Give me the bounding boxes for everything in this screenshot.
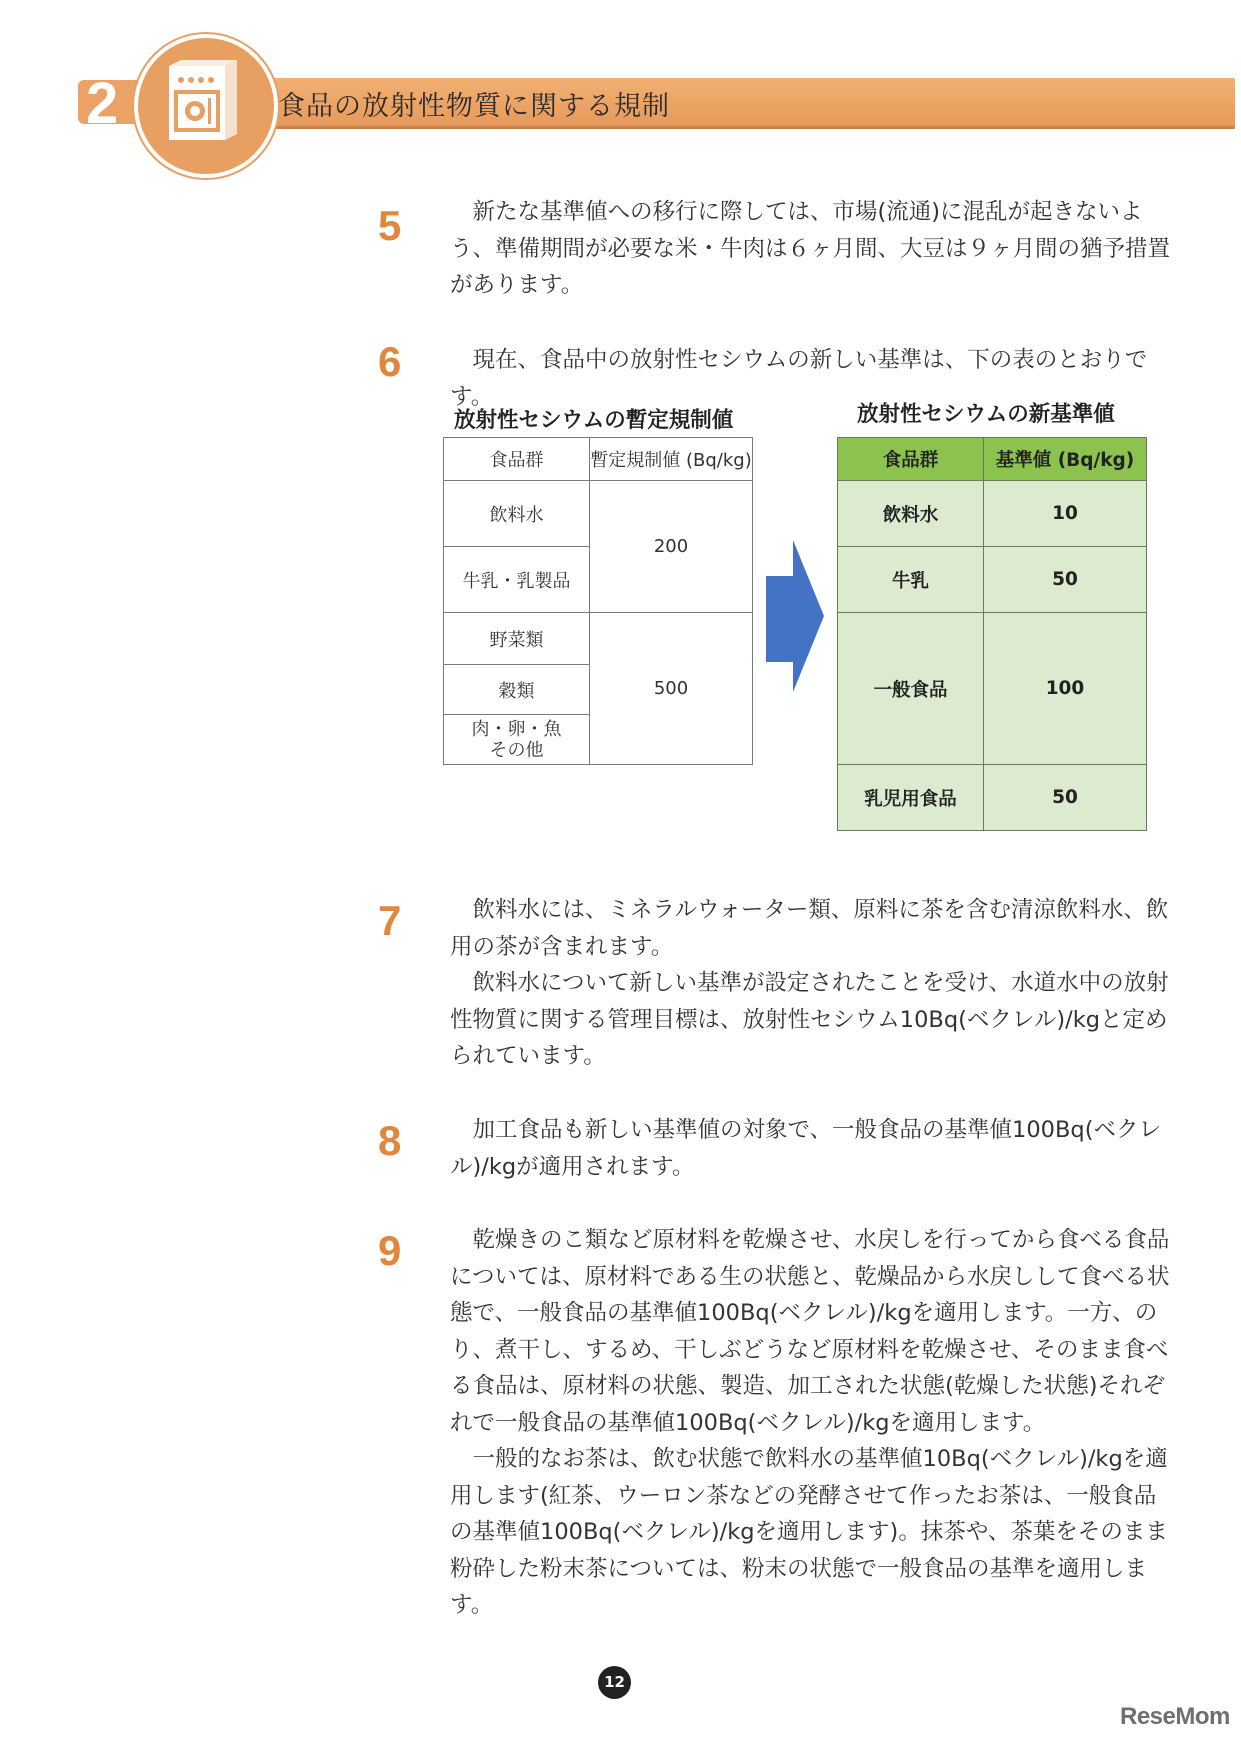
column-header: 暫定規制値 (Bq/kg): [590, 438, 753, 481]
column-header: 食品群: [838, 438, 984, 481]
food-group-cell: 一般食品: [838, 613, 984, 765]
item-7-text: [450, 892, 1170, 1075]
new-table-title: 放射性セシウムの新基準値: [857, 402, 1115, 427]
item-number: 7: [378, 897, 402, 944]
food-group-cell: 飲料水: [838, 481, 984, 547]
column-header: 食品群: [444, 438, 590, 481]
old-regulation-table: [443, 437, 753, 765]
value-cell: 200: [590, 481, 753, 613]
food-group-cell: 肉・卵・魚 その他: [444, 715, 590, 765]
food-group-cell: 穀類: [444, 665, 590, 715]
new-standard-table: [837, 437, 1147, 831]
brand-logo: ReseMom: [1120, 1703, 1230, 1730]
value-cell: 100: [984, 613, 1147, 765]
food-group-cell: 乳児用食品: [838, 765, 984, 831]
section-title: 食品の放射性物質に関する規制: [278, 91, 670, 122]
paragraph: 一般的なお茶は、飲む状態で飲料水の基準値10Bq(ベクレル)/kgを適用します(紅茶、ウーロン茶などの発酵させて作ったお茶は、一般食品の基準値100Bq(ベクレル)/kgを適用します)。抹茶や、茶葉をそのまま粉砕した粉末茶については、粉末の状態で一般食品の基準を適用します。: [450, 1446, 1168, 1618]
item-9-text: [450, 1222, 1170, 1624]
value-cell: 500: [590, 613, 753, 765]
paragraph: 飲料水には、ミネラルウォーター類、原料に茶を含む清涼飲料水、飲用の茶が含まれます。: [450, 897, 1169, 960]
paragraph: 飲料水について新しい基準が設定されたことを受け、水道水中の放射性物質に関する管理目標は、放射性セシウム10Bq(ベクレル)/kgと定められています。: [450, 970, 1169, 1069]
paragraph: 乾燥きのこ類など原材料を乾燥させ、水戻しを行ってから食べる食品については、原材料である生の状態と、乾燥品から水戻しして食べる状態で、一般食品の基準値100Bq(ベクレル)/kgを適用します。一方、のり、煮干し、するめ、干しぶどうなど原材料を乾燥させ、そのまま食べる食品は、原材料の状態、製造、加工された状態(乾燥した状態)それぞれで一般食品の基準値100Bq(ベクレル)/kgを適用します。: [450, 1227, 1170, 1436]
page-number: 12: [598, 1666, 631, 1699]
item-8-text: [450, 1112, 1170, 1185]
item-number: 8: [378, 1117, 402, 1164]
food-group-cell: 牛乳: [838, 547, 984, 613]
paragraph: 現在、食品中の放射性セシウムの新しい基準は、下の表のとおりです。: [450, 347, 1148, 410]
right-arrow-icon: [766, 540, 826, 692]
column-header: 基準値 (Bq/kg): [984, 438, 1147, 481]
item-number: 9: [378, 1227, 402, 1274]
item-number: 6: [378, 338, 402, 385]
item-5-text: [450, 194, 1170, 304]
section-number: 2: [86, 71, 119, 136]
item-number: 5: [378, 202, 402, 249]
food-group-cell: 牛乳・乳製品: [444, 547, 590, 613]
food-group-cell: 飲料水: [444, 481, 590, 547]
food-plate-icon: [163, 58, 243, 148]
value-cell: 50: [984, 547, 1147, 613]
old-table-title: 放射性セシウムの暫定規制値: [454, 408, 734, 433]
paragraph: 加工食品も新しい基準値の対象で、一般食品の基準値100Bq(ベクレル)/kgが適用されます。: [450, 1117, 1161, 1180]
value-cell: 10: [984, 481, 1147, 547]
food-group-cell: 野菜類: [444, 613, 590, 665]
value-cell: 50: [984, 765, 1147, 831]
paragraph: 新たな基準値への移行に際しては、市場(流通)に混乱が起きないよう、準備期間が必要な米・牛肉は６ヶ月間、大豆は９ヶ月間の猶予措置があります。: [450, 199, 1171, 298]
